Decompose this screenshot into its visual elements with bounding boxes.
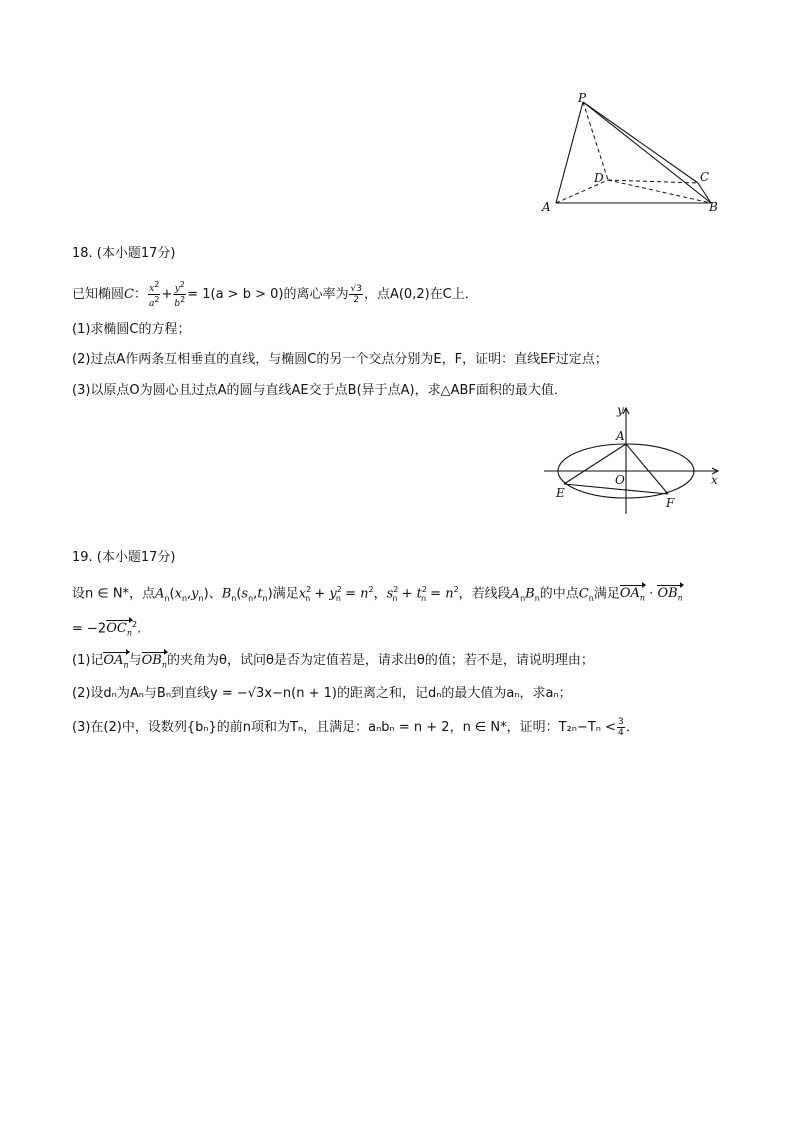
- label-x: x: [711, 473, 718, 487]
- label-A: A: [616, 429, 625, 443]
- eccentricity-fraction: $\frac{√3}{2}$: [350, 284, 362, 305]
- label-C: C: [700, 170, 710, 184]
- fraction-three-quarters: $\frac{3}{4}$: [618, 717, 624, 738]
- q19-part2: (2)设dₙ为Aₙ与Bₙ到直线y = −√3x−n(n + 1)的距离之和，记dₙ的最大值为aₙ，求aₙ；: [72, 686, 572, 701]
- label-B: B: [709, 200, 718, 214]
- label-y: y: [617, 403, 624, 417]
- label-O: O: [615, 473, 625, 487]
- fraction-x2-a2: $\frac{x^2}{a^2}$: [148, 280, 160, 309]
- fraction-y2-b2: $\frac{y^2}{b^2}$: [174, 280, 186, 309]
- q19-stem-line2: = $-2OC_n^2$.: [72, 615, 141, 644]
- q18-part2: (2)过点A作两条互相垂直的直线，与椭圆C的另一个交点分别为E，F，证明：直线EF过定点；: [72, 352, 608, 367]
- q18-header: 18. (本小题17分): [72, 246, 176, 261]
- q19-part3: (3)在(2)中，设数列{bₙ}的前n项和为Tₙ，且满足：aₙbₙ = n + 2，n ∈ N*，证明：T₂ₙ−Tₙ < $\frac{3}{4}$ ．: [72, 717, 639, 738]
- label-F: F: [666, 496, 675, 510]
- ellipse-figure: [538, 402, 738, 520]
- q19-stem-line1: 设n ∈ N*，点$A_n(x_n,y_n)$、$B_n(s_n,t_n)$满足$x^2_n + y^2_n = n^2$，$s^2_n + t^2_n = n^2$，若线段$A_nB_n$的中点$C_n$满足$OA_n \cdot OB_n$: [72, 580, 683, 609]
- q18-part1: (1)求椭圆C的方程；: [72, 322, 191, 337]
- label-D: D: [594, 171, 604, 185]
- label-A: A: [542, 200, 551, 214]
- label-P: P: [578, 91, 587, 105]
- label-E: E: [556, 486, 565, 500]
- pyramid-figure: [536, 90, 736, 220]
- q19-part1: (1)记$OA_n$与$OB_n$的夹角为θ，试问θ是否为定值若是，请求出θ的值；若不是，请说明理由；: [72, 651, 594, 676]
- q19-header: 19. (本小题17分): [72, 550, 176, 565]
- q18-stem: 已知椭圆C： $\frac{x^2}{a^2}$ + $\frac{y^2}{b^2}$ = 1(a > b > 0)的离心率为 $\frac{√3}{2}$ ，点A(0,2)在C上．: [72, 280, 478, 309]
- q18-part3: (3)以原点O为圆心且过点A的圆与直线AE交于点B(异于点A)，求△ABF面积的最大值．: [72, 383, 567, 398]
